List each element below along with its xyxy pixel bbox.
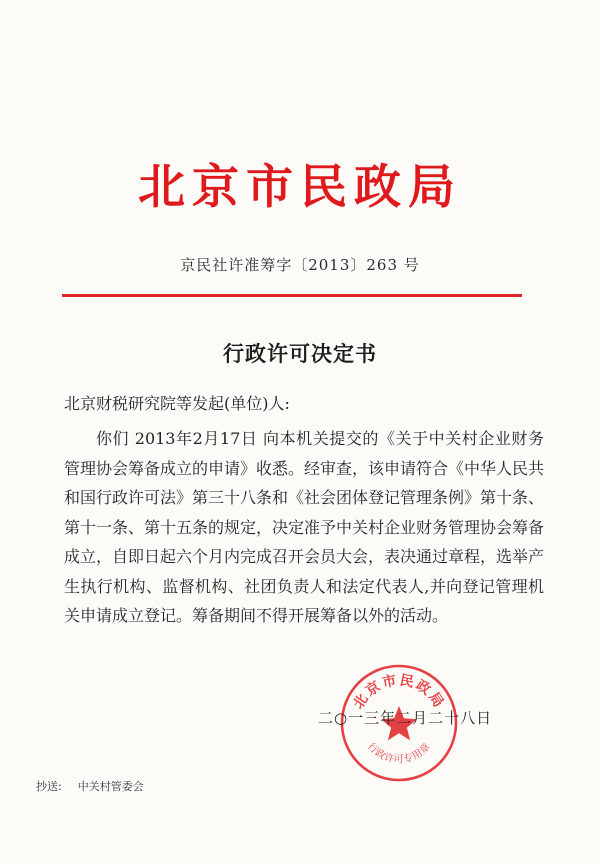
red-divider-line	[62, 294, 522, 297]
cc-recipient: 中关村管委会	[77, 780, 144, 793]
cc-line	[36, 778, 144, 794]
body-text: 你们 2013年2月17日 向本机关提交的《关于中关村企业财务管理协会筹备成立的申请》收悉。经审查，该申请符合《中华人民共和国行政许可法》第三十八条和《社会团体登记管理条例》第十条、第十一条、第十五条的规定，决定准予中关村企业财务管理协会筹备成立，自即日起六个月内完成召开会员大会，表决通过章程，选举产生执行机构、监督机构、社团负责人和法定代表人,并向登记管理机关申请成立登记。筹备期间不得开展筹备以外的活动。	[64, 429, 545, 625]
document-title: 行政许可决定书	[223, 341, 377, 366]
addressee-line: 北京财税研究院等发起(单位)人:	[64, 394, 290, 413]
cc-label: 抄送:	[36, 780, 62, 793]
body-paragraph	[64, 424, 544, 631]
svg-text:北京市民政局: 北京市民政局	[350, 672, 448, 712]
document-number: 京民社许准筹字〔2013〕263 号	[180, 256, 420, 274]
issue-date: 二○一三年二月二十八日	[318, 709, 493, 727]
svg-text:行政许可专用章: 行政许可专用章	[364, 741, 434, 766]
agency-header-title: 北京市民政局	[138, 160, 462, 215]
